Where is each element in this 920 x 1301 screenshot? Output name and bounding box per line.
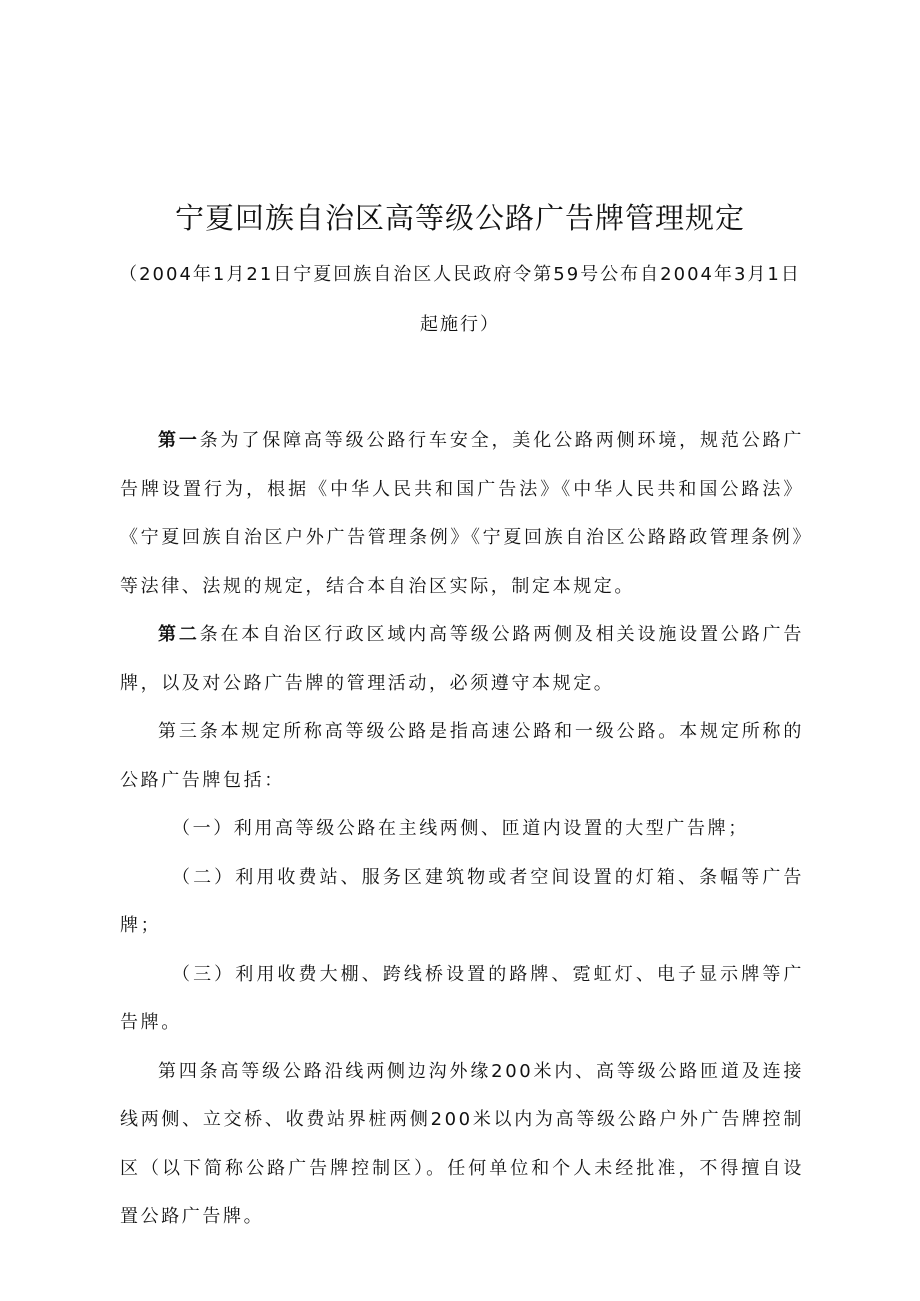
document-subtitle: （2004年1月21日宁夏回族自治区人民政府令第59号公布自2004年3月1日起施行） xyxy=(119,264,801,335)
document-body xyxy=(120,417,804,1242)
article-1-text: 条为了保障高等级公路行车安全，美化公路两侧环境，规范公路广告牌设置行为，根据《中华人民共和国广告法》《中华人民共和国公路法》《宁夏回族自治区户外广告管理条例》《宁夏回族自治区公路路政管理条例》等法律、法规的规定，结合本自治区实际，制定本规定。 xyxy=(120,430,804,597)
article-2-text: 条在本自治区行政区域内高等级公路两侧及相关设施设置公路广告牌，以及对公路广告牌的管理活动，必须遵守本规定。 xyxy=(120,624,804,694)
article-3-text: 第三条本规定所称高等级公路是指高速公路和一级公路。本规定所称的公路广告牌包括： xyxy=(120,721,804,791)
article-3-item-2 xyxy=(120,854,804,951)
article-2 xyxy=(120,611,804,708)
article-3-item-3 xyxy=(120,951,804,1048)
article-3 xyxy=(120,708,804,805)
article-3-item-1-text: （一）利用高等级公路在主线两侧、匝道内设置的大型广告牌； xyxy=(172,818,749,839)
article-4-text: 第四条高等级公路沿线两侧边沟外缘200米内、高等级公路匝道及连接线两侧、立交桥、收费站界桩两侧200米以内为高等级公路户外广告牌控制区（以下简称公路广告牌控制区）。任何单位和个人未经批准，不得擅自设置公路广告牌。 xyxy=(120,1060,804,1227)
document-title: 宁夏回族自治区高等级公路广告牌管理规定 xyxy=(174,201,745,235)
article-3-item-2-text: （二）利用收费站、服务区建筑物或者空间设置的灯箱、条幅等广告牌； xyxy=(120,866,804,936)
article-3-item-3-text: （三）利用收费大棚、跨线桥设置的路牌、霓虹灯、电子显示牌等广告牌。 xyxy=(120,963,804,1033)
article-2-lead: 第二 xyxy=(158,624,200,645)
article-1 xyxy=(120,417,804,611)
article-4 xyxy=(120,1048,804,1242)
article-1-lead: 第一 xyxy=(158,430,200,451)
article-3-item-1 xyxy=(120,805,804,854)
